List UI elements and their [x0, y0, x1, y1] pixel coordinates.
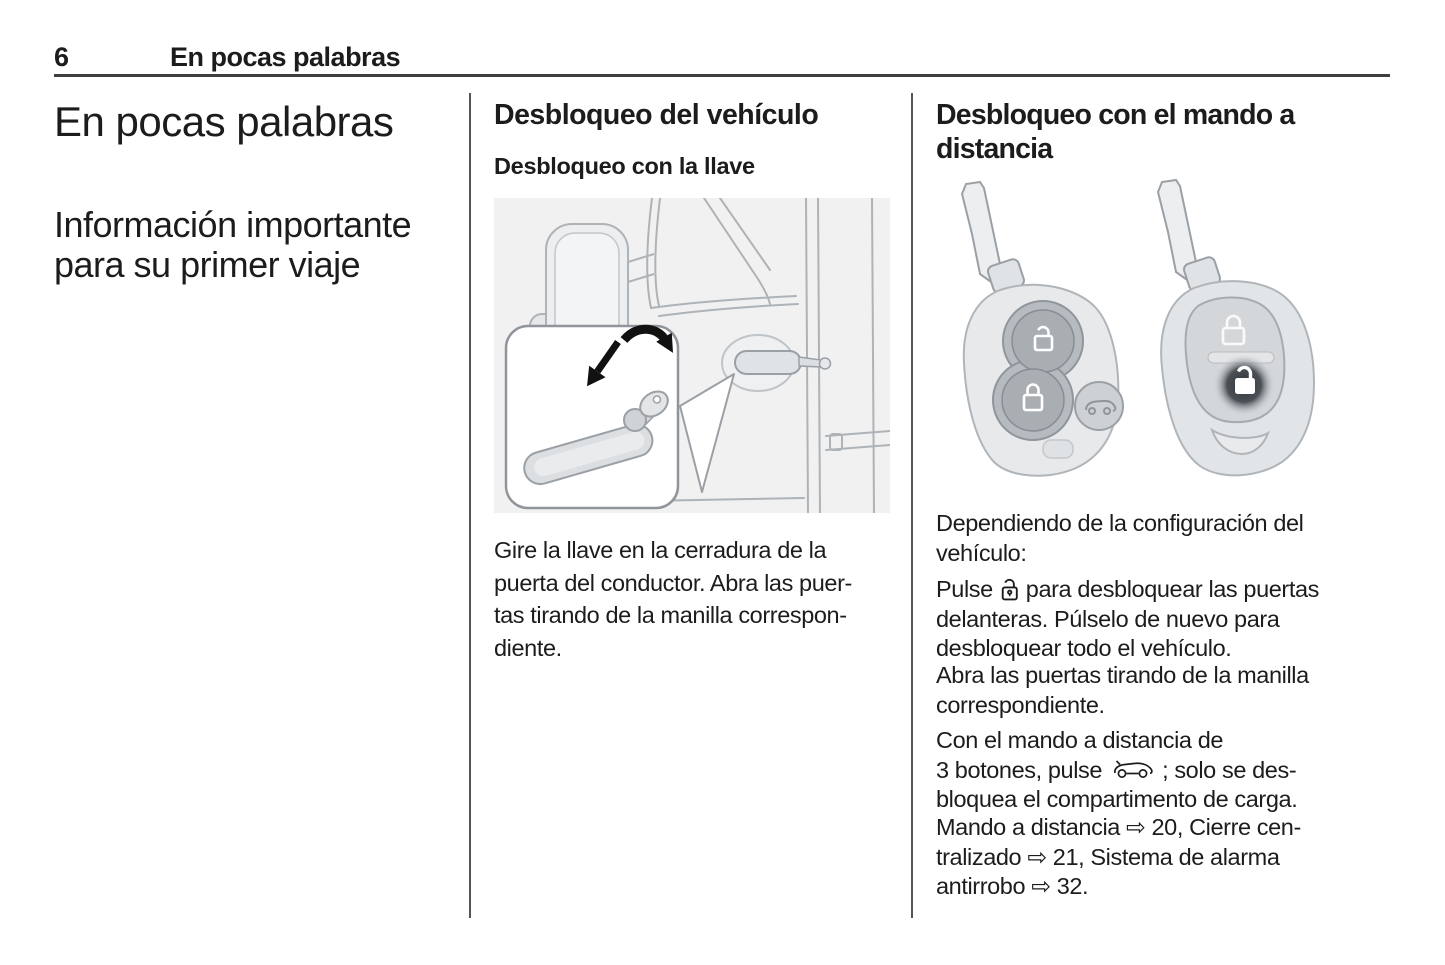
text-line: Mando a distancia ⇨ 20, Cierre cen- [936, 814, 1301, 840]
text-segment: 3 botones, pulse [936, 756, 1103, 783]
text-line: correspondiente. [936, 691, 1105, 718]
text-line: vehículo: [936, 539, 1027, 566]
section-heading-unlocking-vehicle: Desbloqueo del vehículo [494, 99, 819, 131]
text-line: antirrobo ⇨ 32. [936, 873, 1089, 899]
text-line: Abra las puertas tirando de la manilla [936, 662, 1309, 688]
text-line: diente. [494, 634, 562, 661]
paragraph-open-doors [936, 661, 1309, 720]
text-line: Dependiendo de la configuración del [936, 510, 1304, 536]
text-line: bloquea el compartimento de carga. [936, 786, 1298, 812]
text-segment: para desbloquear las puertas [1025, 576, 1319, 602]
figure-remote-controls [936, 178, 1336, 496]
text-line: delanteras. Púlselo de nuevo para [936, 605, 1280, 632]
text-line: Gire la llave en la cerradura de la [494, 537, 827, 563]
paragraph-cross-references [936, 813, 1301, 902]
remote-led [1043, 440, 1073, 458]
heading-line: distancia [936, 132, 1053, 165]
subsection-heading-remote-unlock [936, 99, 1294, 166]
text-line: tralizado ⇨ 21, Sistema de alarma [936, 843, 1280, 870]
page-number: 6 [54, 42, 69, 72]
figure-door-unlock-with-key [494, 198, 890, 513]
cargo-unlock-button [1075, 382, 1123, 430]
unlock-button [1012, 310, 1074, 372]
handle-closeup-inset [506, 326, 681, 508]
heading-line: Desbloqueo con el mando a [936, 99, 1295, 131]
chapter-subtitle [54, 205, 411, 285]
paragraph-key-unlock [494, 534, 852, 664]
lock-button [1002, 369, 1064, 431]
column-divider-left [469, 93, 471, 918]
subtitle-line: Información importante [54, 204, 412, 245]
paragraph-unlock-front-doors [936, 575, 1319, 664]
paragraph-cargo-unlock [936, 726, 1297, 815]
text-segment: Pulse [936, 576, 993, 602]
chapter-title: En pocas palabras [54, 98, 394, 145]
header-rule [54, 74, 1390, 77]
remote-3-button [962, 182, 1123, 476]
door-key-illustration [494, 198, 890, 513]
text-line: desbloquear todo el vehículo. [936, 635, 1232, 661]
subtitle-line: para su primer viaje [54, 244, 361, 285]
paragraph-config [936, 509, 1304, 568]
subsection-heading-key-unlock: Desbloqueo con la llave [494, 153, 755, 179]
remote-controls-illustration [936, 178, 1336, 496]
column-divider-right [911, 93, 913, 918]
text-line: tas tirando de la manilla correspon- [494, 602, 847, 628]
text-line: puerta del conductor. Abra las puer- [494, 569, 852, 596]
remote-2-button [1158, 180, 1314, 475]
text-segment: ; solo se des- [1162, 756, 1297, 783]
running-header: En pocas palabras [170, 42, 401, 72]
cargo-unlock-car-icon [1111, 758, 1155, 780]
open-padlock-icon [999, 576, 1020, 601]
text-line: Con el mando a distancia de [936, 727, 1224, 753]
